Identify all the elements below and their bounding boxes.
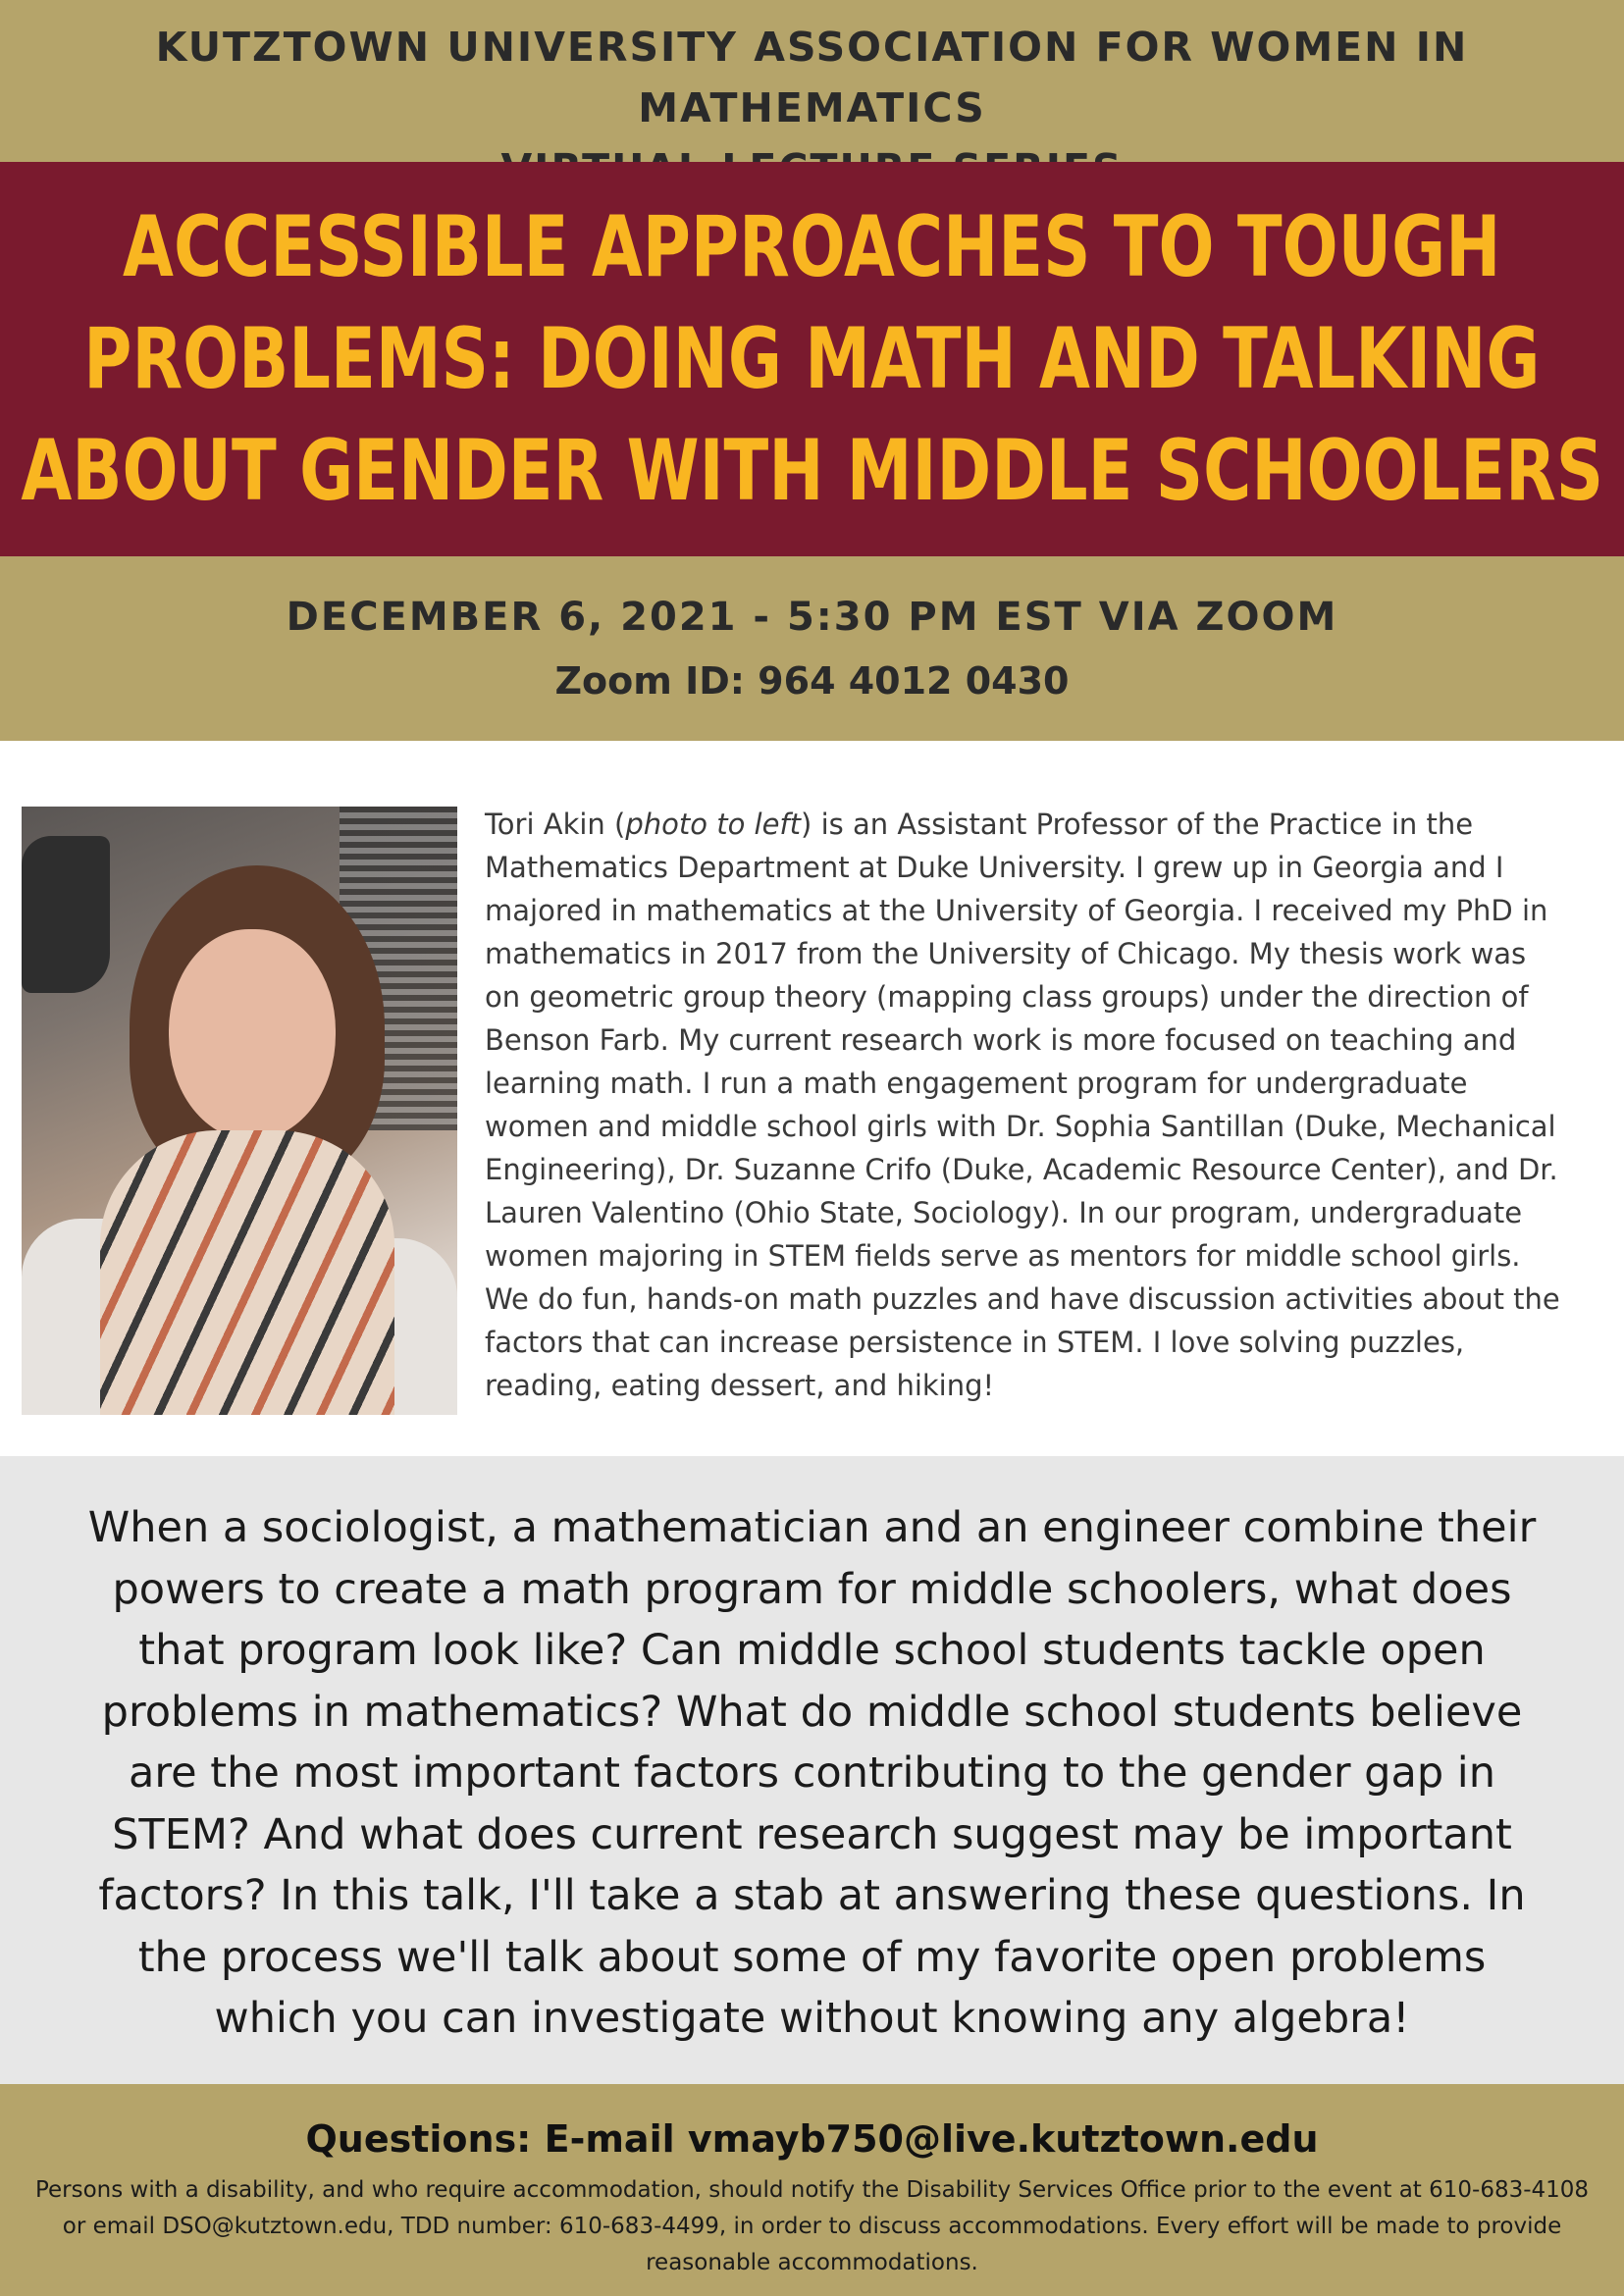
speaker-bio: [485, 803, 1584, 1407]
bio-line: Lauren Valentino (Ohio State, Sociology). In our program, undergraduate: [485, 1196, 1523, 1229]
bio-line: We do fun, hands-on math puzzles and have discussion activities about the: [485, 1282, 1560, 1316]
photo-scarf: [100, 1130, 394, 1415]
abstract-line: When a sociologist, a mathematician and an engineer combine their: [87, 1503, 1537, 1552]
abstract-line: which you can investigate without knowing any algebra!: [214, 1994, 1410, 2043]
header-band: [0, 0, 1624, 162]
bio-line: on geometric group theory (mapping class groups) under the direction of: [485, 980, 1529, 1014]
abstract-line: that program look like? Can middle school students tackle open: [138, 1626, 1486, 1675]
org-name: KUTZTOWN UNIVERSITY ASSOCIATION FOR WOMEN IN MATHEMATICS: [155, 24, 1469, 131]
bio-line: reading, eating dessert, and hiking!: [485, 1369, 995, 1402]
bio-line: Engineering), Dr. Suzanne Crifo (Duke, Academic Resource Center), and Dr.: [485, 1153, 1558, 1186]
accessibility-disclaimer: [0, 2165, 1624, 2281]
zoom-id: Zoom ID: 964 4012 0430: [554, 659, 1070, 703]
event-date: DECEMBER 6, 2021 - 5:30 PM EST VIA ZOOM: [286, 595, 1338, 640]
lecture-title-line-3: ABOUT GENDER WITH MIDDLE SCHOOLERS: [21, 422, 1603, 520]
bio-line: mathematics in 2017 from the University of Chicago. My thesis work was: [485, 937, 1527, 970]
bio-italic-note: photo to left: [625, 808, 802, 841]
bio-line: women and middle school girls with Dr. Sophia Santillan (Duke, Mechanical: [485, 1110, 1556, 1143]
talk-abstract: [0, 1456, 1624, 2050]
bio-line: learning math. I run a math engagement program for undergraduate: [485, 1067, 1468, 1100]
disclaimer-line: reasonable accommodations.: [646, 2250, 978, 2275]
abstract-line: the process we'll talk about some of my favorite open problems: [137, 1932, 1487, 1982]
questions-contact: Questions: E-mail vmayb750@live.kutztown.edu: [305, 2117, 1319, 2161]
abstract-line: factors? In this talk, I'll take a stab at answering these questions. In: [98, 1871, 1526, 1920]
abstract-line: are the most important factors contributing to the gender gap in: [129, 1748, 1495, 1798]
abstract-line: problems in mathematics? What do middle school students believe: [101, 1687, 1523, 1737]
abstract-line: powers to create a math program for middle schoolers, what does: [112, 1564, 1512, 1614]
lecture-title-line-1: ACCESSIBLE APPROACHES TO TOUGH: [123, 198, 1501, 296]
photo-background-mask: [22, 836, 110, 993]
title-band: [0, 162, 1624, 556]
abstract-line: STEM? And what does current research suggest may be important: [112, 1809, 1512, 1859]
bio-line: Benson Farb. My current research work is more focused on teaching and: [485, 1023, 1517, 1057]
bio-line: Tori Akin (photo to left) is an Assistant Professor of the Practice in the: [485, 808, 1474, 841]
speaker-photo: [22, 807, 457, 1415]
disclaimer-line: or email DSO@kutztown.edu, TDD number: 610-683-4499, in order to discuss accommodations. Every effort will be made to provide: [62, 2214, 1562, 2239]
bio-line: women majoring in STEM fields serve as mentors for middle school girls.: [485, 1239, 1521, 1273]
photo-face: [169, 929, 336, 1140]
bio-line: majored in mathematics at the University of Georgia. I received my PhD in: [485, 894, 1548, 927]
disclaimer-line: Persons with a disability, and who require accommodation, should notify the Disability Services Office prior to the event at 610-683-4108: [34, 2177, 1590, 2203]
bio-line: Mathematics Department at Duke University. I grew up in Georgia and I: [485, 851, 1504, 884]
abstract-band: [0, 1456, 1624, 2084]
footer-band: [0, 2084, 1624, 2296]
bio-line: factors that can increase persistence in STEM. I love solving puzzles,: [485, 1326, 1465, 1359]
event-details-band: [0, 556, 1624, 741]
lecture-title-line-2: PROBLEMS: DOING MATH AND TALKING: [83, 310, 1541, 408]
